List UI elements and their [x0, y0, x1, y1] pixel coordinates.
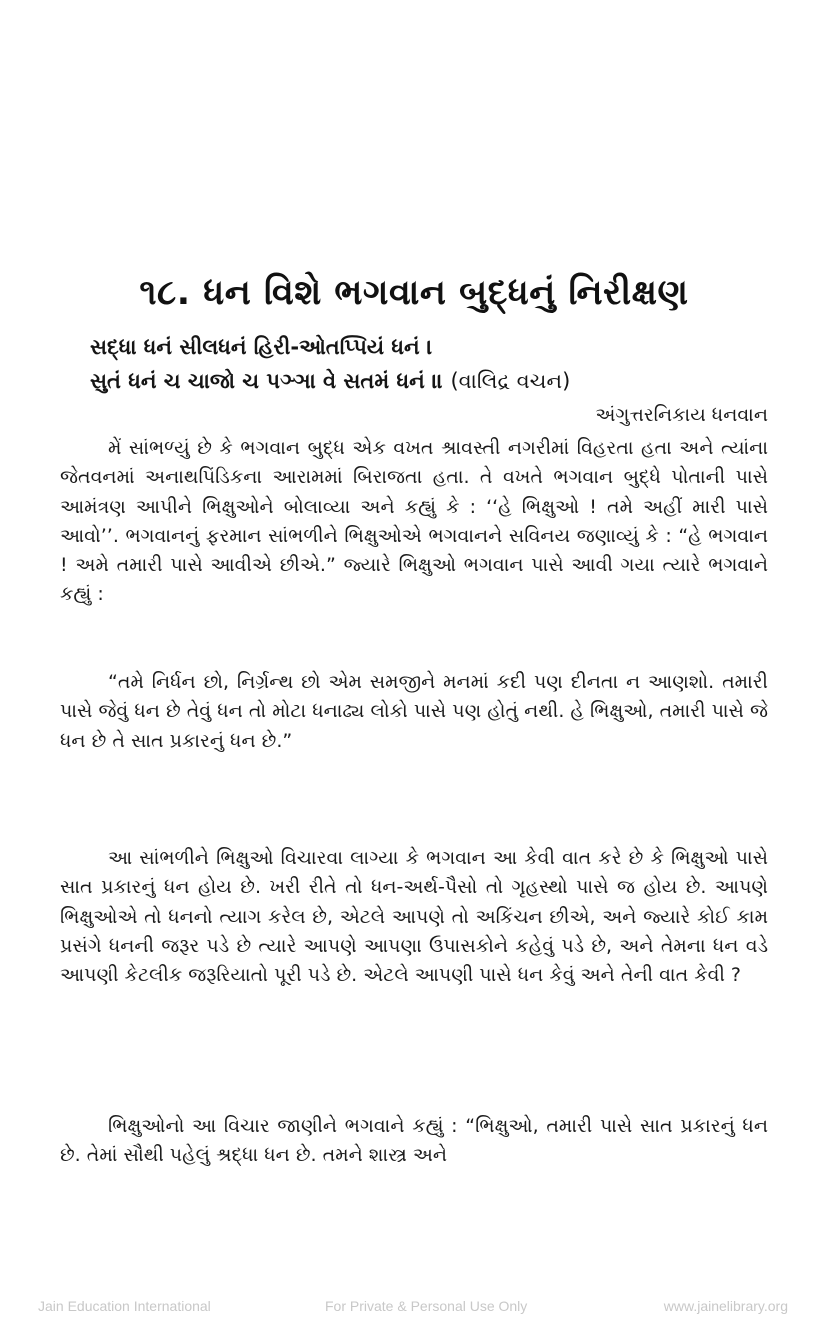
footer-publisher: Jain Education International	[38, 1298, 211, 1314]
body-paragraph-2	[60, 668, 768, 756]
body-paragraph-1	[60, 434, 768, 610]
verse-text-1: સદ્ધા ધનં સીલધનં હિરી-ઓતપ્પિયં ધનં ।	[90, 335, 433, 359]
chapter-title: ૧૮. ધન વિશે ભગવાન બુદ્ધનું નિરીક્ષણ	[139, 273, 689, 314]
pali-verse-line-2	[90, 364, 770, 398]
paragraph-text: મેં સાંભળ્યું છે કે ભગવાન બુદ્ધ એક વખત શ્રાવસ્તી નગરીમાં વિહરતા હતા અને ત્યાંના જેતવનમાં અનાથપિંડિકના આરામમાં બિરાજતા હતા. તે વખતે ભગવાન બુદ્ધે પોતાની પાસે આમંત્રણ આપીને ભિક્ષુઓને બોલાવ્યા અને કહ્યું કે : ‘‘હે ભિક્ષુઓ ! તમે અહીં મારી પાસે આવો’’. ભગવાનનું ફરમાન સાંભળીને ભિક્ષુઓએ ભગવાનને સવિનય જણાવ્યું કે : “હે ભગવાન ! અમે તમારી પાસે આવીએ છીએ.” જ્યારે ભિક્ષુઓ ભગવાન પાસે આવી ગયા ત્યારે ભગવાને કહ્યું :	[60, 437, 768, 606]
paragraph-text: આ સાંભળીને ભિક્ષુઓ વિચારવા લાગ્યા કે ભગવાન આ કેવી વાત કરે છે કે ભિક્ષુઓ પાસે સાત પ્રકારનું ધન હોય છે. ખરી રીતે તો ધન-અર્થ-પૈસો તો ગૃહસ્થો પાસે જ હોય છે. આપણે ભિક્ષુઓએ તો ધનનો ત્યાગ કરેલ છે, એટલે આપણે તો અકિંચન છીએ, અને જ્યારે કોઈ કામ પ્રસંગે ધનની જરૂર પડે છે ત્યારે આપણે આપણા ઉપાસકોને કહેવું પડે છે, અને તેમના ધન વડે આપણી કેટલીક જરૂરિયાતો પૂરી પડે છે. એટલે આપણી પાસે ધન કેવું અને તેની વાત કેવી ?	[60, 847, 768, 987]
page-footer	[0, 1298, 828, 1318]
footer-website-link[interactable]: www.jainelibrary.org	[663, 1298, 788, 1314]
verse-source: અંગુત્તરનિકાય ધનવાન	[595, 404, 768, 426]
body-paragraph-4	[60, 1112, 768, 1171]
paragraph-text: “તમે નિર્ધન છો, નિર્ગ્રન્થ છો એમ સમજીને મનમાં કદી પણ દીનતા ન આણશો. તમારી પાસે જેવું ધન છે તેવું ધન તો મોટા ધનાઢ્ય લોકો પાસે પણ હોતું નથી. હે ભિક્ષુઓ, તમારી પાસે જે ધન છે તે સાત પ્રકારનું ધન છે.”	[60, 671, 768, 752]
verse-text-2: સુતં ધનં ચ ચાજો ચ પઞ્ઞા વે સતમં ધનં ॥	[90, 369, 444, 393]
footer-usage-notice: For Private & Personal Use Only	[325, 1298, 528, 1314]
body-paragraph-3	[60, 844, 768, 990]
verse-attribution: (વાલિદ્ર વચન)	[450, 369, 571, 393]
pali-verse-line-1	[90, 330, 770, 364]
paragraph-text: ભિક્ષુઓનો આ વિચાર જાણીને ભગવાને કહ્યું : “ભિક્ષુઓ, તમારી પાસે સાત પ્રકારનું ધન છે. તેમાં સૌથી પહેલું શ્રદ્ધા ધન છે. તમને શાસ્ત્ર અને	[60, 1115, 768, 1167]
